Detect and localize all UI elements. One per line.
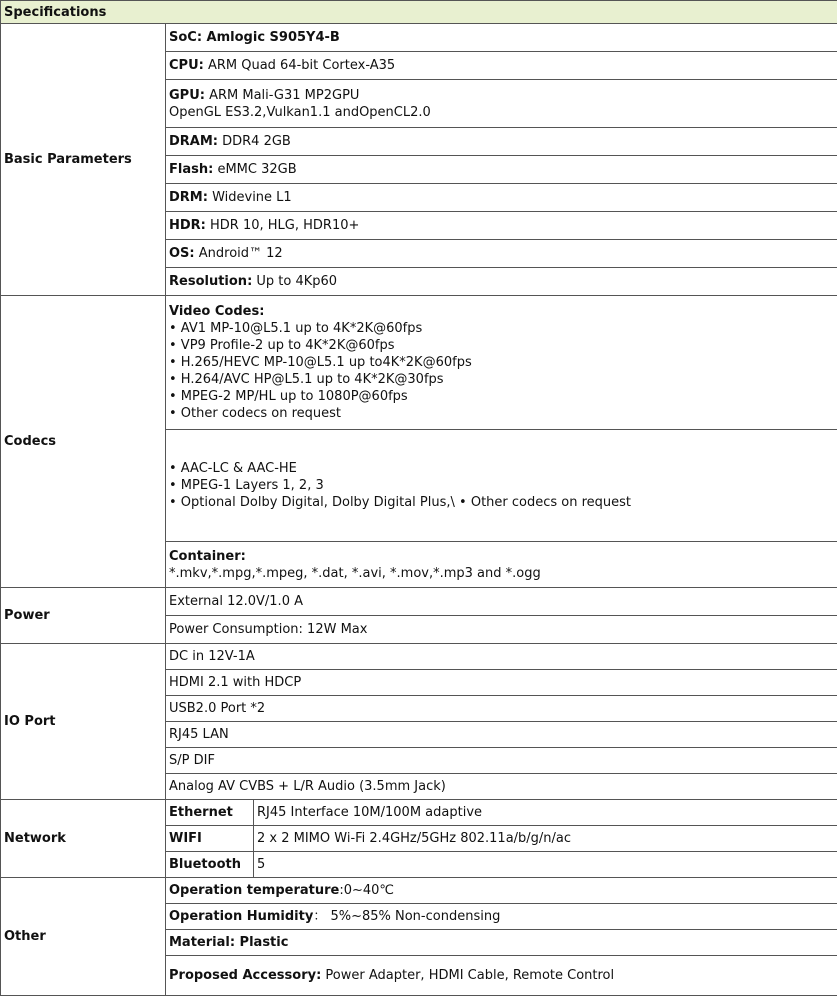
spec-wifi-value: 2 x 2 MIMO Wi-Fi 2.4GHz/5GHz 802.11a/b/g/n/ac	[254, 826, 837, 852]
spec-resolution: Resolution: Up to 4Kp60	[166, 268, 837, 296]
spec-video-codecs: Video Codes: • AV1 MP-10@L5.1 up to 4K*2K@60fps • VP9 Profile-2 up to 4K*2K@60fps • H.265/HEVC MP-10@L5.1 up to4K*2K@60fps • H.264/AVC HP@L5.1 up to 4K*2K@30fps • MPEG-2 MP/HL up to 1080P@60fps • Other codecs on request	[166, 296, 837, 430]
spec-io-av: Analog AV CVBS + L/R Audio (3.5mm Jack)	[166, 774, 837, 800]
spec-temperature: Operation temperature:0~40℃	[166, 878, 837, 904]
section-codecs: Codecs	[1, 296, 166, 588]
spec-drm: DRM: Widevine L1	[166, 184, 837, 212]
spec-audio-codecs: • AAC-LC & AAC-HE • MPEG-1 Layers 1, 2, 3 • Optional Dolby Digital, Dolby Digital Plus,\ • Other codecs on request	[166, 430, 837, 542]
spec-io-usb: USB2.0 Port *2	[166, 696, 837, 722]
spec-power-input: External 12.0V/1.0 A	[166, 588, 837, 616]
spec-io-rj45: RJ45 LAN	[166, 722, 837, 748]
spec-wifi-label: WIFI	[166, 826, 254, 852]
spec-humidity: Operation Humidity： 5%~85% Non-condensing	[166, 904, 837, 930]
spec-accessory: Proposed Accessory: Power Adapter, HDMI Cable, Remote Control	[166, 956, 837, 996]
section-network: Network	[1, 800, 166, 878]
section-power: Power	[1, 588, 166, 644]
spec-bluetooth-value: 5	[254, 852, 837, 878]
spec-hdr: HDR: HDR 10, HLG, HDR10+	[166, 212, 837, 240]
spec-ethernet-label: Ethernet	[166, 800, 254, 826]
spec-bluetooth-label: Bluetooth	[166, 852, 254, 878]
spec-ethernet-value: RJ45 Interface 10M/100M adaptive	[254, 800, 837, 826]
page-title: Specifications	[1, 1, 837, 24]
spec-cpu: CPU: ARM Quad 64-bit Cortex-A35	[166, 52, 837, 80]
section-other: Other	[1, 878, 166, 996]
spec-io-dc: DC in 12V-1A	[166, 644, 837, 670]
spec-dram: DRAM: DDR4 2GB	[166, 128, 837, 156]
spec-os: OS: Android™ 12	[166, 240, 837, 268]
spec-gpu: GPU: ARM Mali-G31 MP2GPU OpenGL ES3.2,Vulkan1.1 andOpenCL2.0	[166, 80, 837, 128]
spec-container: Container: *.mkv,*.mpg,*.mpeg, *.dat, *.avi, *.mov,*.mp3 and *.ogg	[166, 542, 837, 588]
section-basic: Basic Parameters	[1, 24, 166, 296]
spec-material: Material: Plastic	[166, 930, 837, 956]
spec-soc: SoC: Amlogic S905Y4-B	[166, 24, 837, 52]
spec-flash: Flash: eMMC 32GB	[166, 156, 837, 184]
spec-io-hdmi: HDMI 2.1 with HDCP	[166, 670, 837, 696]
spec-io-spdif: S/P DIF	[166, 748, 837, 774]
section-io: IO Port	[1, 644, 166, 800]
spec-power-consumption: Power Consumption: 12W Max	[166, 616, 837, 644]
